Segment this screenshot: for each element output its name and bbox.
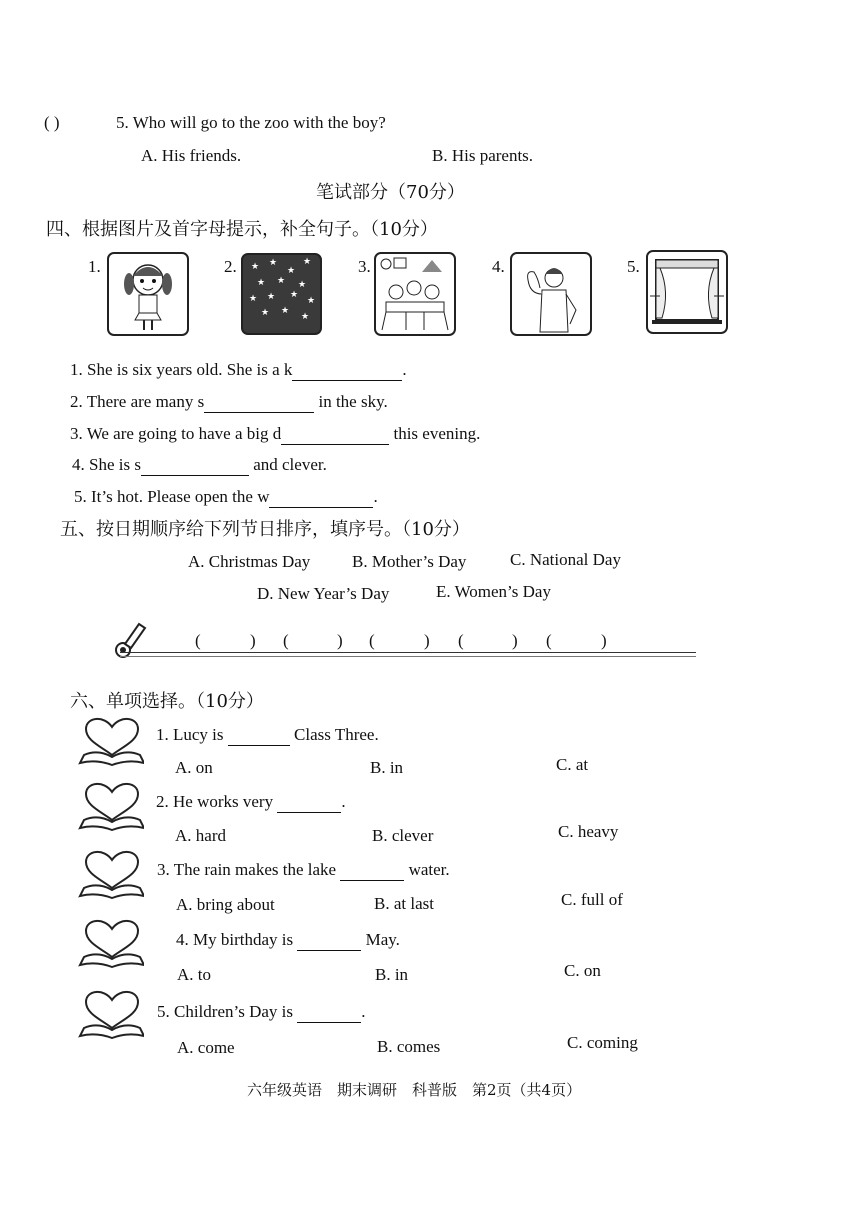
- question-4-stem: 4. My birthday is May.: [176, 930, 400, 949]
- svg-text:★: ★: [303, 257, 312, 267]
- window-picture: [646, 250, 728, 334]
- picture-label-5: 5.: [627, 257, 640, 276]
- fill-sentence-4: 4. She is s and clever.: [72, 455, 327, 474]
- q3-option-a: A. bring about: [176, 895, 275, 914]
- svg-text:★: ★: [267, 292, 276, 302]
- order-paren-close-4: ): [512, 631, 518, 650]
- order-paren-open-3: (: [369, 631, 375, 650]
- fill-sentence-3: 3. We are going to have a big d this evening.: [70, 424, 481, 443]
- picture-label-3: 3.: [358, 257, 371, 276]
- q4-option-c: C. on: [564, 961, 601, 980]
- order-paren-open-1: (: [195, 631, 201, 650]
- strong-woman-picture: [510, 252, 592, 336]
- q3-option-c: C. full of: [561, 890, 623, 909]
- answer-blank[interactable]: [141, 455, 249, 476]
- page-footer: 六年级英语 期末调研 科普版 第2页（共4页）: [247, 1081, 582, 1099]
- section-4-heading: 四、根据图片及首字母提示，补全句子。（10分）: [46, 219, 438, 240]
- question-text: 5. Who will go to the zoo with the boy?: [116, 113, 386, 132]
- answer-blank[interactable]: [204, 392, 314, 413]
- svg-text:★: ★: [269, 258, 278, 268]
- q4-option-b: B. in: [375, 965, 409, 984]
- svg-text:★: ★: [298, 280, 307, 290]
- q2-option-b: B. clever: [372, 826, 434, 845]
- order-paren-open-4: (: [458, 631, 464, 650]
- svg-text:★: ★: [277, 276, 286, 286]
- holiday-option-e: E. Women’s Day: [436, 582, 551, 601]
- svg-text:★: ★: [249, 294, 258, 304]
- svg-text:★: ★: [251, 262, 260, 272]
- order-paren-close-1: ): [250, 631, 256, 650]
- answer-paren: ( ): [44, 113, 60, 132]
- answer-blank[interactable]: [269, 487, 373, 508]
- svg-text:★: ★: [261, 308, 270, 318]
- answer-line: [120, 652, 696, 653]
- option-b: B. His parents.: [432, 146, 534, 165]
- fill-sentence-5: 5. It’s hot. Please open the w .: [74, 487, 378, 506]
- fill-sentence-1: 1. She is six years old. She is a k .: [70, 360, 407, 379]
- girl-picture: [107, 252, 189, 336]
- svg-text:★: ★: [307, 296, 316, 306]
- order-paren-close-3: ): [424, 631, 430, 650]
- q4-option-a: A. to: [177, 965, 211, 984]
- answer-blank[interactable]: [292, 360, 402, 381]
- order-paren-open-2: (: [283, 631, 289, 650]
- picture-label-2: 2.: [224, 257, 237, 276]
- holiday-option-b: B. Mother’s Day: [352, 552, 467, 571]
- heart-book-icon: [78, 780, 144, 832]
- question-2-stem: 2. He works very .: [156, 792, 346, 811]
- answer-blank[interactable]: [281, 424, 389, 445]
- answer-blank[interactable]: [340, 860, 404, 881]
- answer-blank[interactable]: [277, 792, 341, 813]
- q5-option-b: B. comes: [377, 1037, 441, 1056]
- answer-blank[interactable]: [297, 1002, 361, 1023]
- holiday-option-a: A. Christmas Day: [188, 552, 311, 571]
- pencil-icon: [113, 620, 153, 660]
- answer-blank[interactable]: [297, 930, 361, 951]
- option-a: A. His friends.: [141, 146, 242, 165]
- picture-label-4: 4.: [492, 257, 505, 276]
- q3-option-b: B. at last: [374, 894, 434, 913]
- holiday-option-d: D. New Year’s Day: [257, 584, 390, 603]
- q2-option-a: A. hard: [175, 826, 226, 845]
- svg-text:★: ★: [287, 266, 296, 276]
- svg-text:★: ★: [301, 312, 310, 322]
- dinner-picture: [374, 252, 456, 336]
- q5-option-c: C. coming: [567, 1033, 638, 1052]
- heart-book-icon: [78, 848, 144, 900]
- svg-text:★: ★: [257, 278, 266, 288]
- order-paren-close-5: ): [601, 631, 607, 650]
- question-3-stem: 3. The rain makes the lake water.: [157, 860, 450, 879]
- q1-option-a: A. on: [175, 758, 213, 777]
- stars-picture: [241, 253, 322, 335]
- holiday-option-c: C. National Day: [510, 550, 621, 569]
- svg-text:★: ★: [281, 306, 290, 316]
- section-5-heading: 五、按日期顺序给下列节日排序，填序号。（10分）: [60, 519, 470, 540]
- q1-option-b: B. in: [370, 758, 404, 777]
- answer-blank[interactable]: [228, 725, 290, 746]
- q1-option-c: C. at: [556, 755, 589, 774]
- section-6-heading: 六、单项选择。（10分）: [70, 691, 264, 712]
- section-title: 笔试部分（70分）: [316, 182, 465, 203]
- answer-line-under: [120, 656, 696, 657]
- question-5-stem: 5. Children’s Day is .: [157, 1002, 366, 1021]
- fill-sentence-2: 2. There are many s in the sky.: [70, 392, 388, 411]
- q5-option-a: A. come: [177, 1038, 235, 1057]
- heart-book-icon: [78, 988, 144, 1040]
- heart-book-icon: [78, 917, 144, 969]
- svg-text:★: ★: [290, 290, 299, 300]
- picture-label-1: 1.: [88, 257, 101, 276]
- order-paren-close-2: ): [337, 631, 343, 650]
- order-paren-open-5: (: [546, 631, 552, 650]
- question-1-stem: 1. Lucy is Class Three.: [156, 725, 379, 744]
- q2-option-c: C. heavy: [558, 822, 619, 841]
- heart-book-icon: [78, 715, 144, 767]
